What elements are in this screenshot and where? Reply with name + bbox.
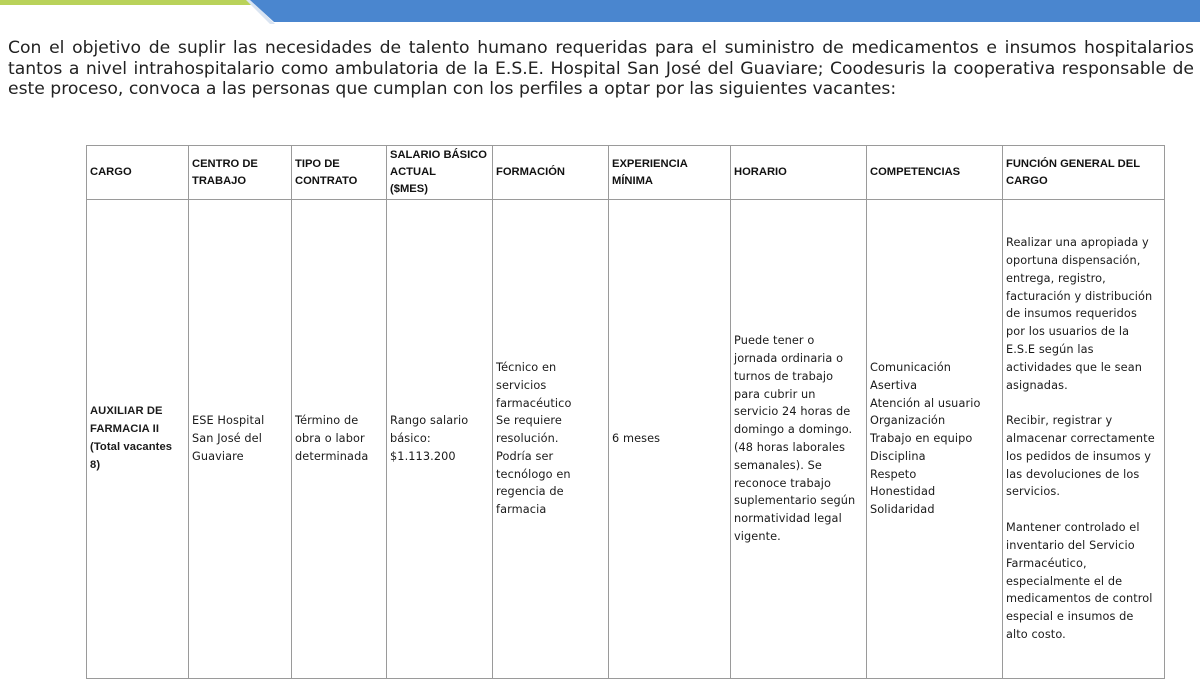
header-tipo-de-contrato: TIPO DE CONTRATO — [292, 146, 387, 200]
header-competencias: COMPETENCIAS — [867, 146, 1003, 200]
header-salario: SALARIO BÁSICO ACTUAL ($MES) — [387, 146, 493, 200]
cell-funcion — [1003, 200, 1165, 679]
cell-formacion: Técnico en servicios farmacéutico Se requiere resolución. Podría ser tecnólogo en regencia de farmacia — [493, 200, 609, 679]
vacancies-table — [86, 145, 1165, 679]
header-funcion: FUNCIÓN GENERAL DEL CARGO — [1003, 146, 1165, 200]
header-accent-blue — [250, 0, 1200, 22]
funcion-paragraph-3: Mantener controlado el inventario del Servicio Farmacéutico, especialmente el de medicamentos de control especial e insumos de alto costo. — [1006, 521, 1153, 642]
cell-tipo-de-contrato: Término de obra o labor determinada — [292, 200, 387, 679]
cell-competencias: Comunicación Asertiva Atención al usuario Organización Trabajo en equipo Disciplina Respeto Honestidad Solidaridad — [867, 200, 1003, 679]
funcion-paragraph-2: Recibir, registrar y almacenar correctamente los pedidos de insumos y las devoluciones de los servicios. — [1006, 414, 1155, 499]
cell-horario: Puede tener o jornada ordinaria o turnos de trabajo para cubrir un servicio 24 horas de domingo a domingo. (48 horas laborales semanales). Se reconoce trabajo suplementario según normatividad legal vigente. — [731, 200, 867, 679]
table-header-row — [87, 146, 1165, 200]
cell-experiencia: 6 meses — [609, 200, 731, 679]
header-centro-de-trabajo: CENTRO DE TRABAJO — [189, 146, 292, 200]
header-formacion: FORMACIÓN — [493, 146, 609, 200]
header-accent-green — [0, 0, 290, 5]
table-row — [87, 200, 1165, 679]
header-cargo: CARGO — [87, 146, 189, 200]
header-horario: HORARIO — [731, 146, 867, 200]
cell-centro-de-trabajo: ESE Hospital San José del Guaviare — [189, 200, 292, 679]
funcion-paragraph-1: Realizar una apropiada y oportuna dispensación, entrega, registro, facturación y distribución de insumos requeridos por los usuarios de la E.S.E según las actividades que le sean asignadas. — [1006, 236, 1153, 392]
cell-salario: Rango salario básico: $1.113.200 — [387, 200, 493, 679]
header-experiencia: EXPERIENCIA MÍNIMA — [609, 146, 731, 200]
cell-cargo: AUXILIAR DE FARMACIA II (Total vacantes 8) — [87, 200, 189, 679]
intro-paragraph: Con el objetivo de suplir las necesidades de talento humano requeridas para el suministro de medicamentos e insumos hospitalarios tantos a nivel intrahospitalario como ambulatoria de la E.S.E. Hospital San José del Guaviare; Coodesuris la cooperativa responsable de este proceso, convoca a las personas que cumplan con los perfiles a optar por las siguientes vacantes: — [8, 38, 1194, 99]
